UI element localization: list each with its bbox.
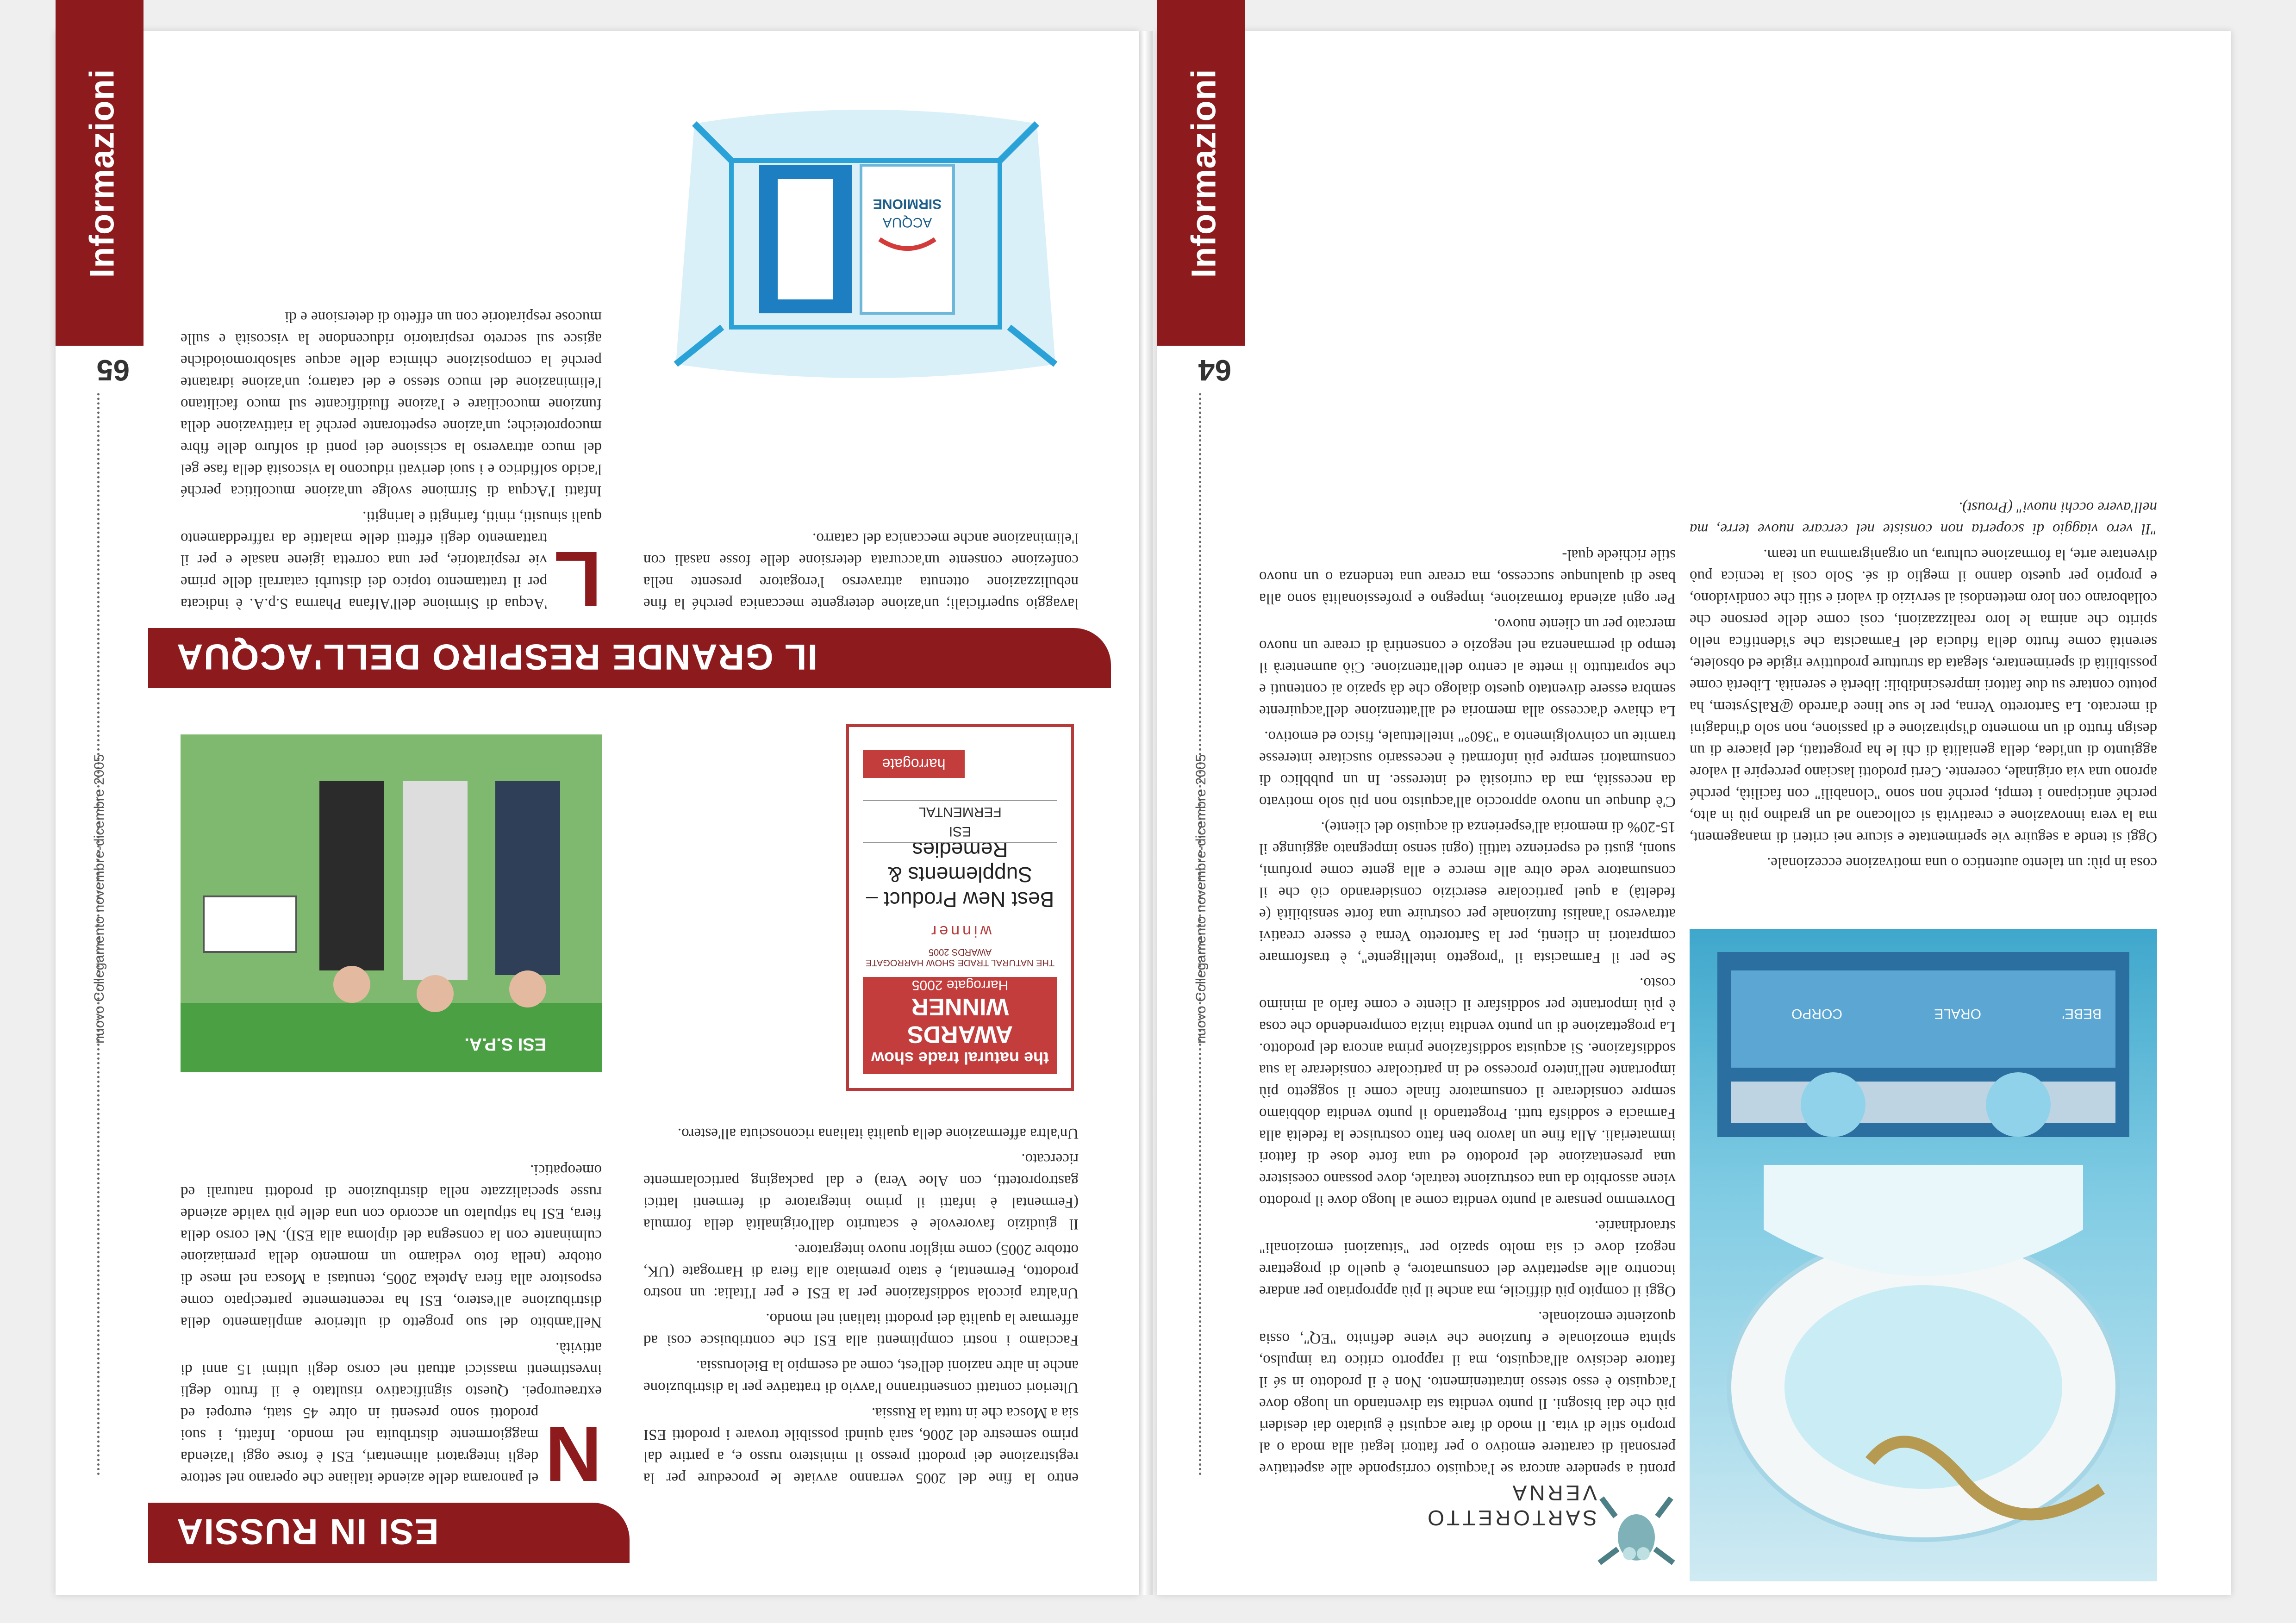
stand-sign: ESI S.P.A. <box>464 1034 546 1054</box>
paragraph: La chiave d'accesso alla memoria ed all'attenzione dell'acquirente sembra essere diventato questo dialogo che dà spazio ai contenuti e che soprattutto li mette al centro dell'attenzione. Ciò aumenterà il tempo di permanenza nel negozio e consentirà di creare un nuovo mercato per un cliente nuovo. <box>1259 616 1676 719</box>
paragraph: cosa in più: un talento autentico o una motivazione eccezionale. <box>1766 854 2157 871</box>
section-tab <box>1157 0 1245 346</box>
article-banner-acqua <box>148 628 1111 688</box>
paragraph: entro la fine del 2005 verranno avviate le procedure per la registrazione dei prodotti presso il ministero russo e, a partire dal primo semestre del 2006, sarà quindi possibile trovare i prodotti ESI sia a Mosca che in tutta la Russia. <box>643 1405 1079 1486</box>
award-footer-logo: harrogate <box>863 750 965 778</box>
product-name-label: SIRMIONE <box>873 196 942 211</box>
paragraph: el panorama delle aziende italiane che operano nel settore degli integratori alimentari, ESI è forse oggi l'azienda maggiormente distribuita nel mondo. Infatti, i suoi prodotti sono presenti in oltre 45 stati, europei ed extraeuropei. Questo significativo risultato è il frutto degli investimenti massicci attuati nel corso degli ultimi 15 anni di attività. <box>181 1339 602 1486</box>
section-tab-label: Informazioni <box>1184 68 1223 278</box>
award-winner: winner <box>928 922 992 940</box>
header-meta: nuovo Collegamento novembre-dicembre 2005 <box>1193 754 1209 1044</box>
paragraph: Nell'ambito del suo progetto di ulteriore ampliamento della distribuzione all'estero, ESI ha recentemente partecipato come espositore alla fiera Apteka 2005, tenutasi a Mosca nel mese di ottobre (nella foto vediamo un momento della premiazione culminante con la consegna del diploma alla ESI). Nel corso della fiera, ESI ha stipulato un accordo con una delle più valide aziende russe specializzate nella distribuzione di prodotti naturali ed omeopatici. <box>181 1162 602 1331</box>
award-company: ESI <box>863 823 1057 843</box>
award-category: Best New Product – Supplements & Remedies <box>866 838 1054 912</box>
award-certificate <box>846 724 1074 1091</box>
drop-cap: L <box>554 535 602 623</box>
award-year: Harrogate 2005 <box>911 977 1009 993</box>
section-tab-label: Informazioni <box>82 68 121 278</box>
award-line: THE NATURAL TRADE SHOW HARROGATE AWARDS 2005 <box>865 947 1055 968</box>
paragraph: Un'altra affermazione della qualità italiana riconosciuta all'estero. <box>677 1125 1079 1142</box>
paragraph: pronti a spendere ancora se l'acquisto corrisponde alle aspettative personali di carattere emotivo o per fattori legati alla moda o al proprio stile di vita. Il modo di fare acquisti è guidato dai desideri più che dai bisogni. Il punto vendita sta diventando un luogo dove l'acquisto è esso stesso intrattenimento. Non è il prodotto in sé il fattore decisivo all'acquisto, ma il rapporto critico tra impulso, spinta emozionale e funzione che viene definito "EQ", ossia quoziente emozionale. <box>1259 1308 1676 1477</box>
frog-mascot-icon <box>1597 1493 1676 1581</box>
award-winner-label: AWARDS WINNER <box>907 993 1013 1048</box>
paragraph: 'Acqua di Sirmione dell'Alfana Pharma S.p.A. è indicata per il trattamento topico dei disturbi catarrali delle prime vie respiratorie, per una corretta igiene nasale e per il trattamento degli effetti delle malattie da raffreddamento quali sinusiti, riniti, faringiti e laringiti. <box>181 508 602 612</box>
quote: "Il vero viaggio di scoperta non consiste nel cercare nuove terre, ma nell'avere occhi nuovi" (Proust). <box>1690 499 2157 537</box>
paragraph: Il giudizio favorevole è scaturito dall'originalità della formula (Fermental è infatti il primo integratore di fermenti lattici gastroprotetti, con Aloe Vera) e dal packaging particolarmente ricercato. <box>643 1150 1079 1232</box>
article-title: ESI IN RUSSIA <box>176 1511 439 1552</box>
article-title: IL GRANDE RESPIRO DELL'ACQUA <box>176 637 818 678</box>
trade-fair-photo <box>181 734 602 1072</box>
page-64 <box>1157 31 2231 1595</box>
paragraph: Dovremmo pensare al punto vendita come al luogo dove il prodotto viene assorbito da una costruzione teatrale, dove possano coesistere una presentazione del prodotto ed una forte dose di fattori immateriali. Alla fine un lavoro ben fatto costruisce la fedeltà alla Farmacia e soddisfa tutti. Progettando il punto vendita dobbiamo sempre considerare il consumatore finale come il soggetto più importante nell'intero processo ed in particolare considerare la sua soddisfazione. Si acquista soddisfazione prima ancora del prodotto. La progettazione di un punto vendita inizia comprendendo che cosa è più importante per soddisfare il cliente e come farlo al minimo costo. <box>1259 975 1676 1209</box>
drop-cap: N <box>545 1410 602 1498</box>
page-65-sidebar <box>56 68 144 1475</box>
photo-label: ORALE <box>1934 1006 1981 1021</box>
photo-label: BEBE' <box>2062 1006 2102 1021</box>
paragraph: lavaggio superficiali; un'azione detergente meccanica perché la fine nebulizzazione ottenuta attraverso l'erogatore presente nella confezione consente un'accurata detersione delle fosse nasali con l'eliminazione anche meccanica del catarro. <box>643 530 1079 612</box>
paragraph: Ulteriori contatti consentiranno l'avvio di trattative per la distribuzione anche in altre nazioni dell'est, come ad esempio la Bielorussia. <box>643 1357 1079 1396</box>
award-show-name: the natural trade show <box>871 1049 1049 1068</box>
product-brand-label: ACQUA <box>882 215 932 230</box>
paragraph: C'è dunque un nuovo approccio all'acquisto non più solo motivato da necessità, ma da curiosità ed interesse. In un pubblico di consumatori sempre più informati è necessario suscitare interesse tramite un coinvolgimento a "360°" intellettuale, fisico ed emotivo. <box>1259 728 1676 810</box>
article-col-1 <box>1259 540 1676 1480</box>
esi-col-1 <box>181 1155 602 1498</box>
paragraph: Se per il Farmacista il "progetto intelligente", è trasformare compratori in clienti, per la Sartoretto Verna è essere creativi attraverso l'analisi funzionale per costruire una forte sensibilità (e fedeltà) a quel particolare esercizio considerando ciò che il consumatore vede oltre alle merce e alla gente come profumi, suoni, gusti ed esperienze tattili (ogni senso impegnato aggiunge il 15-20% di memoria all'esperienza di acquisto del cliente). <box>1259 819 1676 966</box>
award-header <box>863 977 1057 1074</box>
paragraph: Oggi si tende a seguire vie sperimentate e sicure nei criteri di management, ma la vera innovazione e creatività si collocano ad un gradino più in alto, perché anticipano i tempi, perché non sono "clonabili" con facilità, perché aprono una via originale, coerente. Certi prodotti lasciano percepire il valore aggiunto di un'idea, della genialità di chi le ha progettati, del piacere di un design frutto di un momento d'ispirazione e di passione, non solo d'indagini di mercato. La Sartoretto Verna, per le sue linee d'arredo @RalSystem, ha potuto contare su due fattori imprescindibili: libertà e serenità. Libertà come possibilità di sperimentare, slegata da strutture produttive rigide ed obsolete, serenità come frutto della fiducia del Farmacista che s'identifica nello spirito che anima le loro realizzazioni, così come delle persone che collaborano con loro mettendosi al servizio di valori e stili che condividono, e proprio per questo danno il meglio di sé. Solo così la tecnica può diventare arte, la formazione cultura, un organigramma un team. <box>1690 546 2157 846</box>
section-tab <box>56 0 144 346</box>
pharmacy-interior-photo <box>1690 929 2157 1581</box>
paragraph: Infatti l'Acqua di Sirmione svolge un'azione mucolitica perché l'acido solfidrico e i suoi derivati riducono la viscosità della fase gel del muco attraverso la scissione dei ponti di solfuro delle fibre mucoproteiche; un'azione espettorante perché la riattivazione della funzione mucociliare e l'azione fluidificante sul muco facilitano l'eliminazione del muco stesso e del catarro; un'azione idratante perché la composizione chimica delle acque salsobromoiodiche agisce sul secreto respiratorio riducendone la viscosità e sulle mucose respiratorie con un effetto di detersione e di <box>181 309 602 499</box>
paragraph: Per ogni azienda formazione, impegno e professionalità sono alla base di qualunque successo, ma creare una tendenza o un nuovo stile richiede qual- <box>1259 547 1676 607</box>
article-col-2 <box>1690 492 2157 873</box>
page-64-sidebar <box>1157 68 1245 1475</box>
esi-col-2 <box>643 1119 1079 1489</box>
acqua-col-1 <box>181 302 602 623</box>
page-number: 64 <box>1198 354 1231 387</box>
acqua-col-2 <box>643 523 1079 614</box>
paragraph: Facciamo i nostri complimenti alla ESI che contribuisce così ad affermare la qualità dei prodotti italiani nel mondo. <box>643 1310 1079 1349</box>
paragraph: Oggi il compito più difficile, ma anche il più appropriato per andare incontro alle aspettative del consumatore, è quello di progettare negozi dove ci sia molto spazio per "situazioni emozionali" straordinarie. <box>1259 1218 1676 1300</box>
paragraph: Un'altra piccola soddisfazione per la ESI e per l'Italia: un nostro prodotto, Fermental, è stato premiato alla fiera di Harrogate (UK, ottobre 2005) come miglior nuovo integratore. <box>643 1241 1079 1301</box>
logo-wordmark: SARTORETTO VERNA <box>1425 1481 1597 1530</box>
article-banner-esi <box>148 1503 630 1563</box>
photo-label: CORPO <box>1791 1006 1842 1021</box>
page-number: 65 <box>96 354 130 387</box>
sartoretto-verna-logo <box>1416 1481 1676 1581</box>
page-65 <box>56 31 1139 1595</box>
award-product: FERMENTAL <box>863 800 1057 820</box>
header-meta: nuovo Collegamento novembre-dicembre 2005 <box>92 754 107 1044</box>
acqua-sirmione-product-photo <box>657 96 1074 392</box>
